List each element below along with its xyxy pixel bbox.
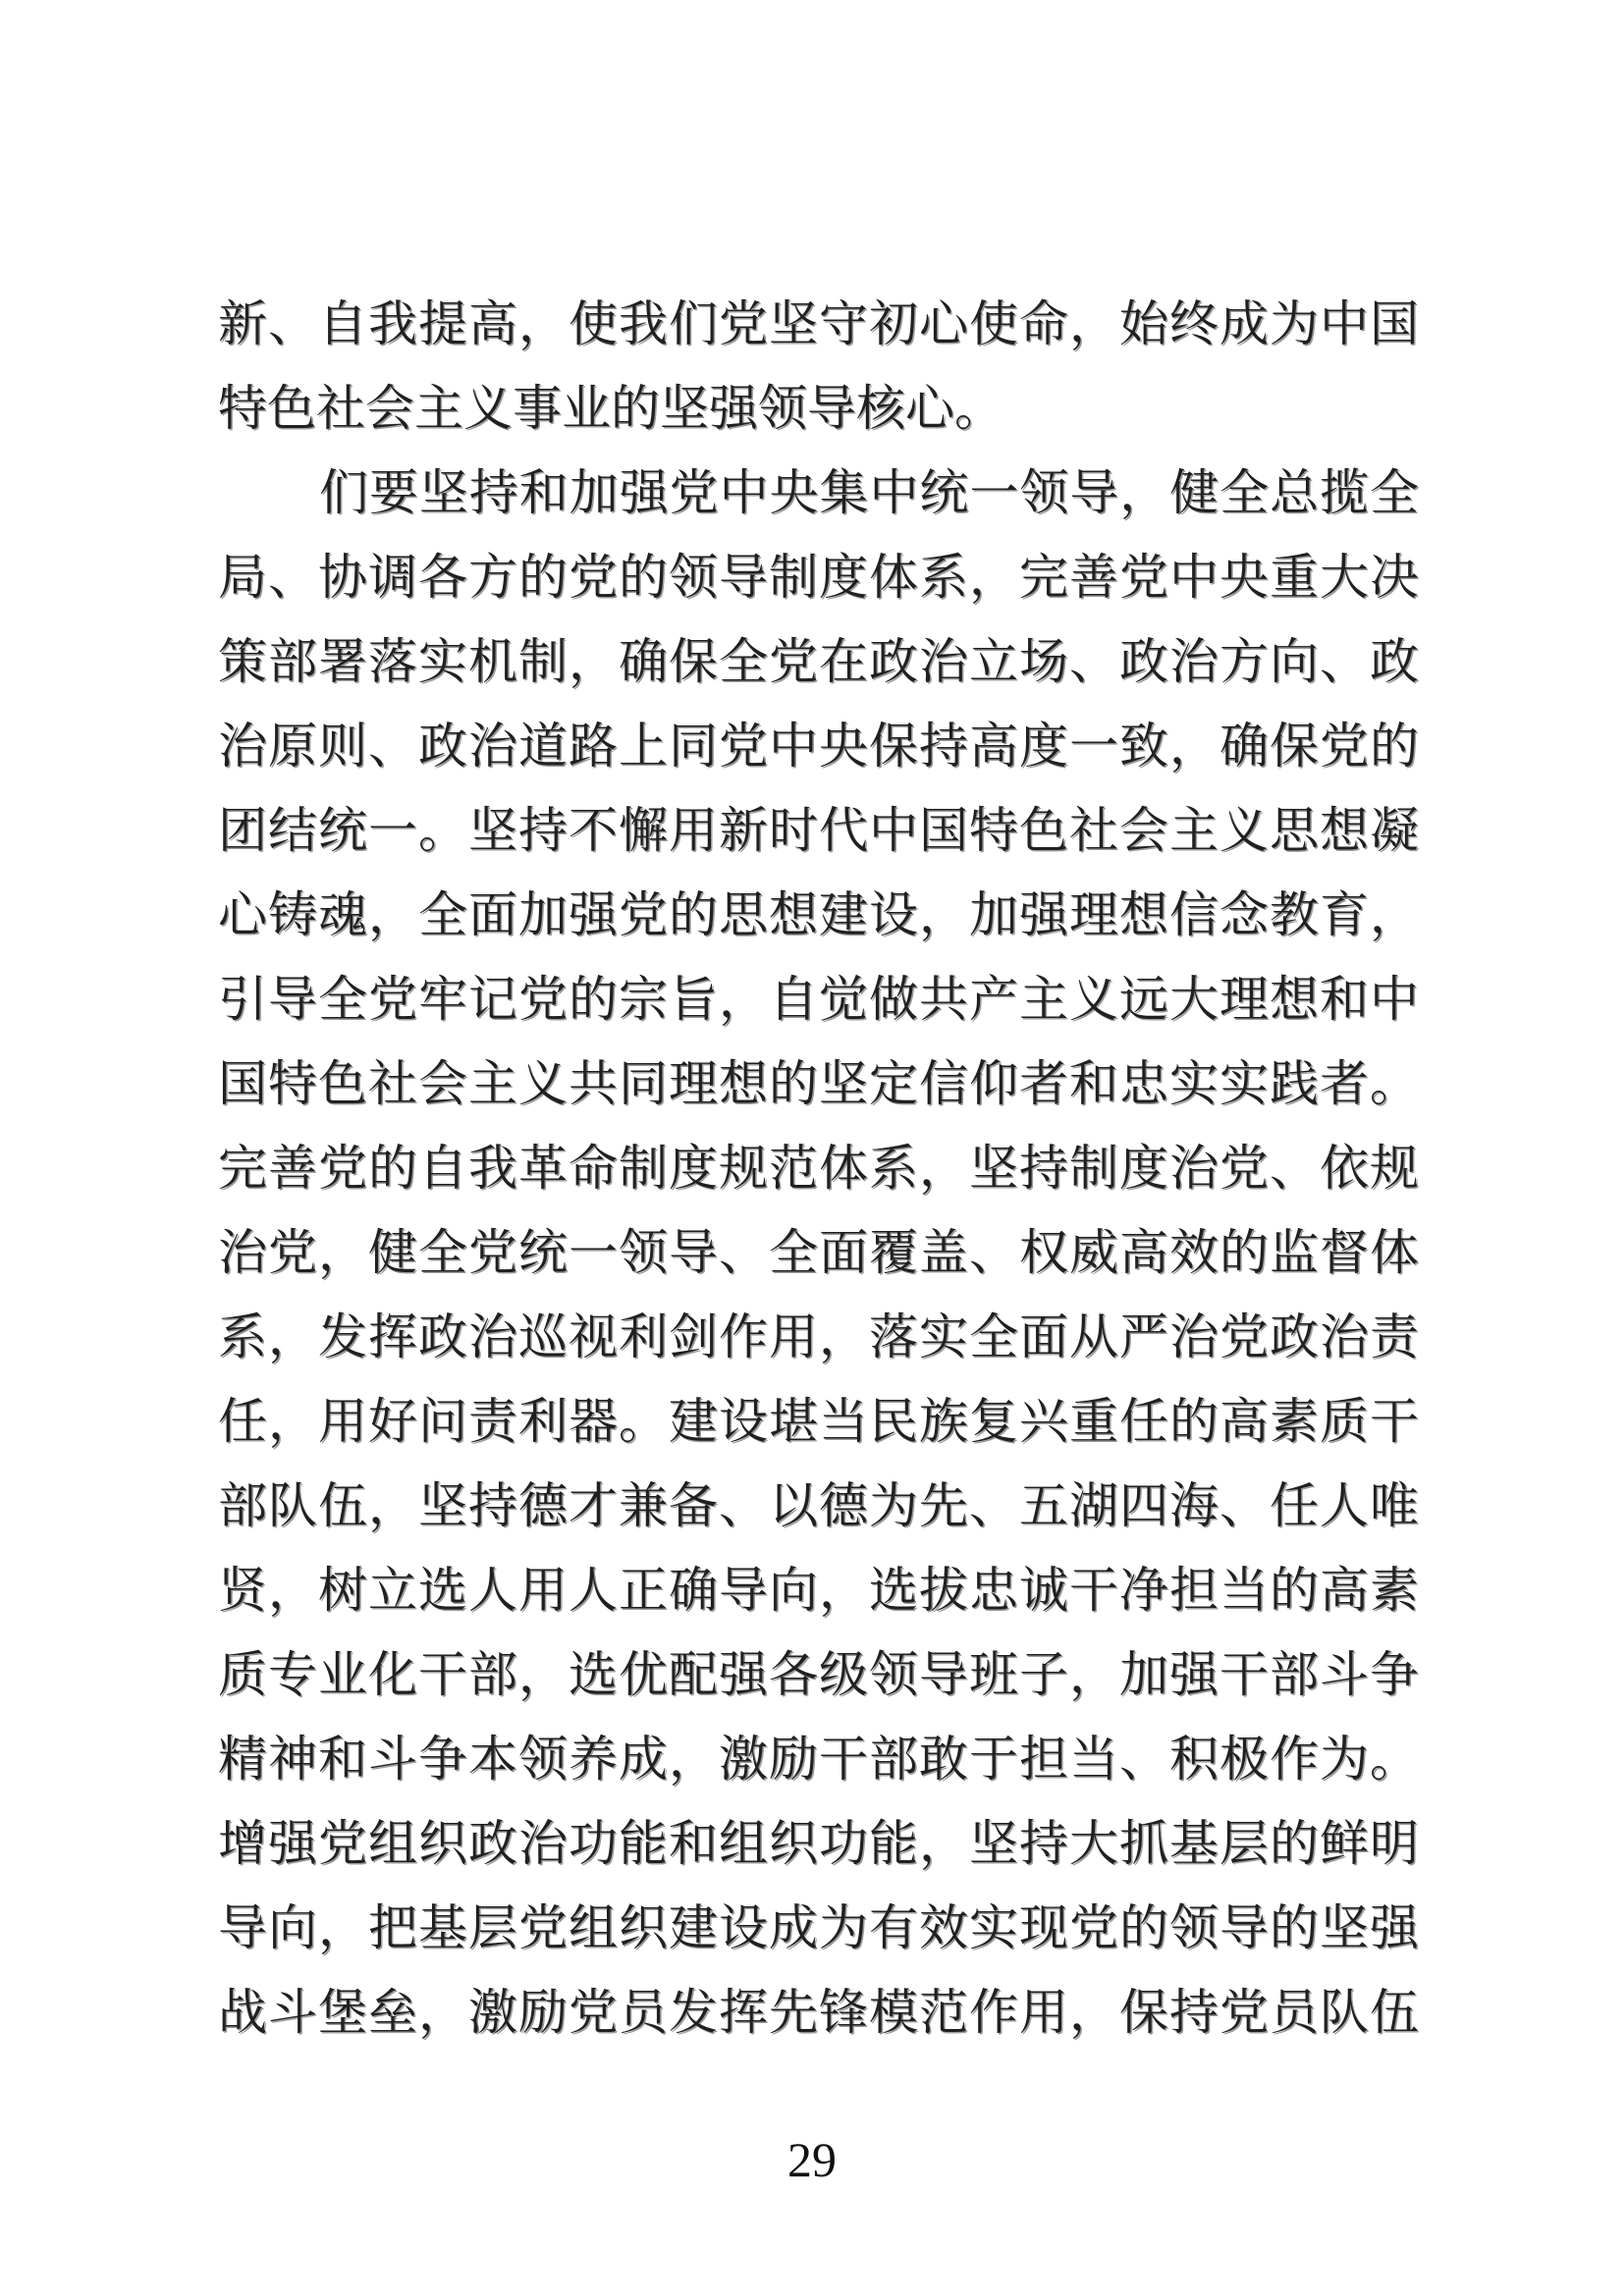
page-number: 29 [787, 2132, 837, 2187]
text-line: 引导全党牢记党的宗旨，自觉做共产主义远大理想和中 [218, 972, 1419, 1027]
text-line: 增强党组织政治功能和组织功能，坚持大抓基层的鲜明 [218, 1816, 1419, 1871]
text-line: 战斗堡垒，激励党员发挥先锋模范作用，保持党员队伍 [218, 1985, 1419, 2040]
text-line: 团结统一。坚持不懈用新时代中国特色社会主义思想凝 [218, 803, 1419, 858]
text-line: 精神和斗争本领养成，激励干部敢于担当、积极作为。 [218, 1732, 1419, 1787]
text-line: 新、自我提高，使我们党坚守初心使命，始终成为中国 [218, 296, 1419, 351]
text-line: 策部署落实机制，确保全党在政治立场、政治方向、政 [218, 634, 1419, 689]
text-line: 部队伍，坚持德才兼备、以德为先、五湖四海、任人唯 [218, 1478, 1419, 1533]
text-line: 特色社会主义事业的坚强领导核心。 [218, 381, 1003, 436]
text-line: 治原则、政治道路上同党中央保持高度一致，确保党的 [218, 719, 1419, 774]
body-text-block [218, 282, 1419, 2055]
text-line: 们要坚持和加强党中央集中统一领导，健全总揽全 [319, 465, 1419, 520]
text-line: 局、协调各方的党的领导制度体系，完善党中央重大决 [218, 550, 1419, 605]
text-line: 心铸魂，全面加强党的思想建设，加强理想信念教育， [218, 887, 1419, 942]
text-line: 完善党的自我革命制度规范体系，坚持制度治党、依规 [218, 1141, 1419, 1196]
text-line: 贤，树立选人用人正确导向，选拔忠诚干净担当的高素 [218, 1563, 1419, 1618]
text-line: 国特色社会主义共同理想的坚定信仰者和忠实实践者。 [218, 1056, 1419, 1111]
text-line: 质专业化干部，选优配强各级领导班子，加强干部斗争 [218, 1647, 1419, 1702]
text-line: 系，发挥政治巡视利剑作用，落实全面从严治党政治责 [218, 1309, 1419, 1364]
text-line: 任，用好问责利器。建设堪当民族复兴重任的高素质干 [218, 1394, 1419, 1449]
text-line: 治党，健全党统一领导、全面覆盖、权威高效的监督体 [218, 1225, 1419, 1280]
text-line: 导向，把基层党组织建设成为有效实现党的领导的坚强 [218, 1900, 1419, 1955]
